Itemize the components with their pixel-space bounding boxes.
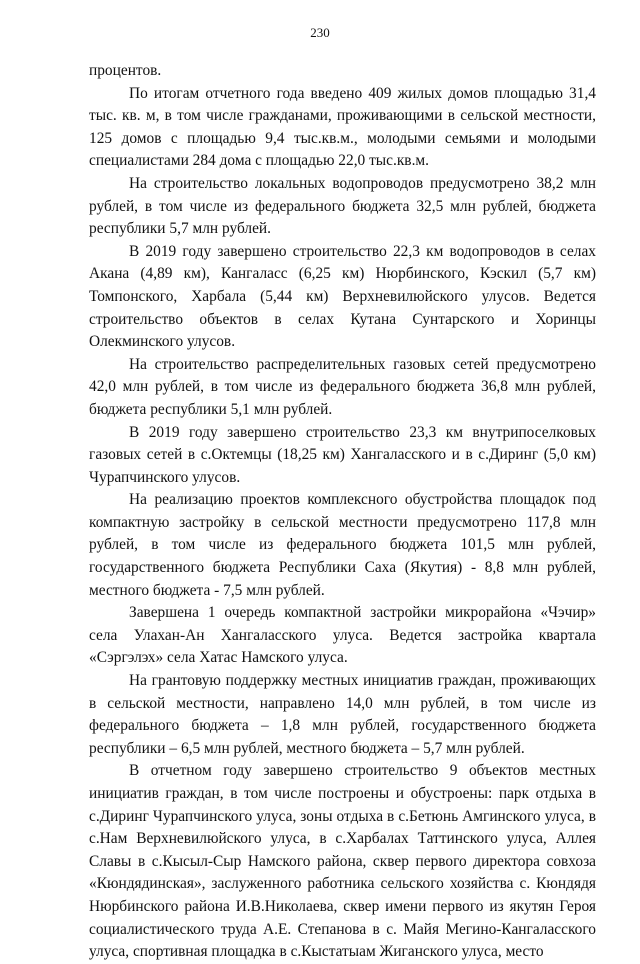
paragraph-local-initiatives: В отчетном году завершено строительство 9 объектов местных инициатив граждан, в том числе построены и обустроены: парк отдыха в с.Диринг Чурапчинского улуса, зоны отдыха в с.Бетюнь Амгинского улуса, в с.Нам Верхневилюйского улуса, в с.Харбалах Таттинского улуса, Аллея Славы в с.Кысыл-Сыр Намского района, сквер первого директора совхоза «Кюндядинская», заслуженного работника сельского хозяйства с. Кюндядя Нюрбинского района И.В.Николаева, сквер имени первого из якутян Героя социалистического труда А.Е. Степанова в с. Майя Мегино-Кангаласского улуса, спортивная площадка в с.Кыстатыам Жиганского улуса, место: [89, 762, 596, 961]
paragraph-water-supply-funding: На строительство локальных водопроводов предусмотрено 38,2 млн рублей, в том числе из федерального бюджета 32,5 млн рублей, бюджета республики 5,7 млн рублей.: [89, 174, 596, 238]
page-number: 230: [310, 25, 330, 40]
paragraph-compact-development-funding: На реализацию проектов комплексного обустройства площадок под компактную застройку в сельской местности предусмотрено 117,8 млн рублей, в том числе из федерального бюджета 101,5 млн рублей, государственного бюджета Республики Саха (Якутия) - 8,8 млн рублей, местного бюджета - 7,5 млн рублей.: [89, 491, 596, 599]
paragraph-gas-network-funding: На строительство распределительных газовых сетей предусмотрено 42,0 млн рублей, в том числе из федерального бюджета 36,8 млн рублей, бюджета республики 5,1 млн рублей.: [89, 355, 596, 418]
paragraph-water-supply-completed: В 2019 году завершено строительство 22,3 км водопроводов в селах Акана (4,89 км), Кангаласс (6,25 км) Нюрбинского, Кэскил (5,7 км) Томпонского, Харбала (5,44 км) Верхневилюйского улусов. Ведется строительство объектов в селах Кутана Сунтарского и Хоринцы Олекминского улусов.: [89, 242, 596, 351]
paragraph-grant-support: На грантовую поддержку местных инициатив граждан, проживающих в сельской местности, направлено 14,0 млн рублей, в том числе из федерального бюджета – 1,8 млн рублей, государственного бюджета республики – 6,5 млн рублей, местного бюджета – 5,7 млн рублей.: [89, 672, 596, 757]
paragraph-housing-commissioned: По итогам отчетного года введено 409 жилых домов площадью 31,4 тыс. кв. м, в том числе гражданами, проживающими в сельской местности, 125 домов с площадью 9,4 тыс.кв.м., молодыми семьями и молодыми специалистами 284 дома с площадью 22,0 тыс.кв.м.: [89, 84, 596, 170]
paragraph-continuation: процентов.: [89, 62, 162, 79]
paragraph-gas-network-completed: В 2019 году завершено строительство 23,3 км внутрипоселковых газовых сетей в с.Октемцы (18,25 км) Хангаласского и в с.Диринг (5,0 км) Чурапчинского улусов.: [89, 423, 596, 486]
paragraph-compact-development-completed: Завершена 1 очередь компактной застройки микрорайона «Чэчир» села Улахан-Ан Хангаласского улуса. Ведется застройка квартала «Сэргэлэх» села Хатас Намского улуса.: [89, 604, 596, 667]
document-body: [89, 60, 596, 964]
